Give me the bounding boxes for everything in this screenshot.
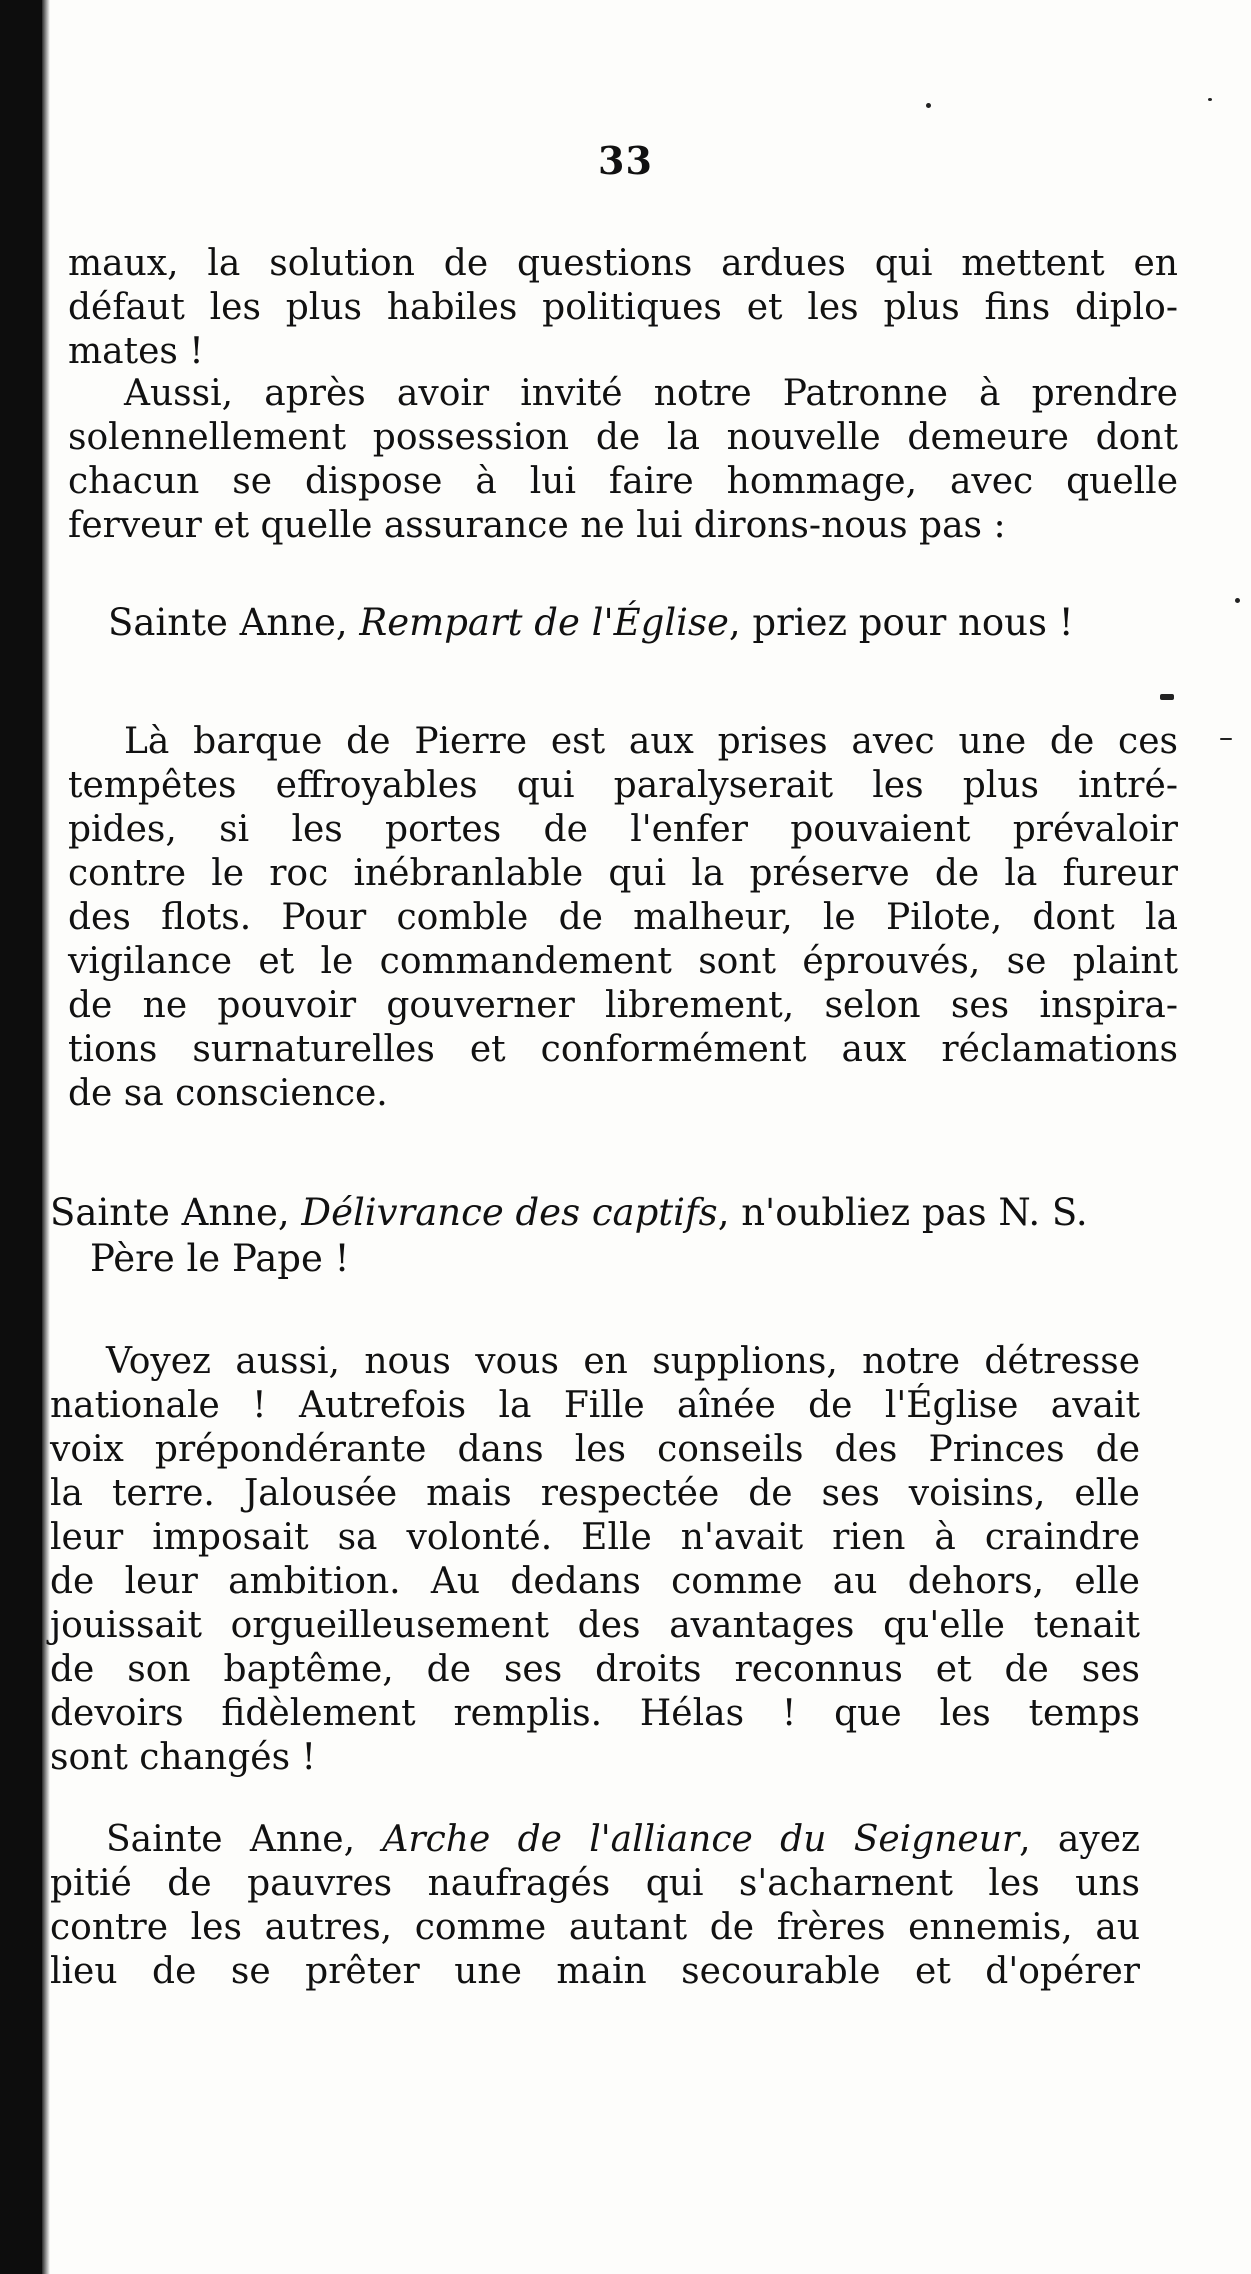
text-line: des flots. Pour comble de malheur, le Pilote, dont la xyxy=(68,897,1178,938)
text-line: contre le roc inébranlable qui la préserve de la fureur xyxy=(68,853,1178,894)
invocation-prefix: Sainte Anne, xyxy=(106,1819,383,1860)
text-line: leur imposait sa volonté. Elle n'avait rien à craindre xyxy=(50,1517,1140,1558)
invocation-first-line xyxy=(50,1818,1140,1862)
page-number: 33 xyxy=(598,138,653,183)
text-line: la terre. Jalousée mais respectée de ses voisins, elle xyxy=(50,1473,1140,1514)
text-line: sont changés ! xyxy=(50,1737,316,1778)
paragraph-4 xyxy=(50,1340,1140,1780)
text-line: ferveur et quelle assurance ne lui dirons-nous pas : xyxy=(68,505,1006,546)
invocation-line-2: Père le Pape ! xyxy=(90,1237,350,1280)
text-line: défaut les plus habiles politiques et les plus fins diplo- xyxy=(68,287,1178,328)
text-line: vigilance et le commandement sont éprouvés, se plaint xyxy=(68,941,1178,982)
text-line: de ne pouvoir gouverner librement, selon ses inspira- xyxy=(68,985,1178,1026)
invocation-title: Rempart de l'Église xyxy=(359,601,729,644)
invocation-1 xyxy=(108,600,1074,646)
text-line: pides, si les portes de l'enfer pouvaient prévaloir xyxy=(68,809,1178,850)
paragraph-2 xyxy=(68,372,1178,548)
invocation-3 xyxy=(50,1818,1140,1994)
paragraph-1 xyxy=(68,242,1178,374)
invocation-2 xyxy=(50,1190,1160,1282)
paragraph-3 xyxy=(68,720,1178,1116)
invocation-prefix: Sainte Anne, xyxy=(50,1191,302,1234)
text-line: Aussi, après avoir invité notre Patronne à prendre xyxy=(124,373,1178,414)
text-line: voix prépondérante dans les conseils des Princes de xyxy=(50,1429,1140,1470)
text-line: nationale ! Autrefois la Fille aînée de l'Église avait xyxy=(50,1385,1140,1426)
text-line: tions surnaturelles et conformément aux réclamations xyxy=(68,1029,1178,1070)
text-line: solennellement possession de la nouvelle demeure dont xyxy=(68,417,1178,458)
invocation-title: Délivrance des captifs xyxy=(301,1191,718,1234)
invocation-suffix: , n'oubliez pas N. S. xyxy=(717,1191,1088,1234)
binding-edge-gradient xyxy=(42,0,50,2274)
text-line: de sa conscience. xyxy=(68,1073,388,1114)
invocation-prefix: Sainte Anne, xyxy=(108,601,360,644)
invocation-suffix: , priez pour nous ! xyxy=(728,601,1074,644)
text-line: Voyez aussi, nous vous en supplions, notre détresse xyxy=(106,1341,1140,1382)
text-line: de leur ambition. Au dedans comme au dehors, elle xyxy=(50,1561,1140,1602)
text-line: tempêtes effroyables qui paralyserait les plus intré- xyxy=(68,765,1178,806)
scan-speck xyxy=(1208,98,1212,101)
text-line: lieu de se prêter une main secourable et d'opérer xyxy=(50,1951,1140,1992)
scan-speck xyxy=(926,103,931,108)
invocation-title: Arche de l'alliance du Seigneur xyxy=(382,1819,1020,1860)
text-line: jouissait orgueilleusement des avantages qu'elle tenait xyxy=(50,1605,1140,1646)
scan-speck xyxy=(1220,738,1232,740)
text-line: pitié de pauvres naufragés qui s'acharnent les uns xyxy=(50,1863,1140,1904)
scan-speck xyxy=(1160,694,1174,700)
text-line: devoirs fidèlement remplis. Hélas ! que les temps xyxy=(50,1693,1140,1734)
scan-speck xyxy=(1235,598,1240,603)
text-line: de son baptême, de ses droits reconnus et de ses xyxy=(50,1649,1140,1690)
text-line: Là barque de Pierre est aux prises avec une de ces xyxy=(124,721,1178,762)
text-line: chacun se dispose à lui faire hommage, avec quelle xyxy=(68,461,1178,502)
invocation-suffix: , ayez xyxy=(1019,1819,1140,1860)
text-line: contre les autres, comme autant de frères ennemis, au xyxy=(50,1907,1140,1948)
text-line: maux, la solution de questions ardues qui mettent en xyxy=(68,243,1178,284)
book-binding-shadow xyxy=(0,0,42,2274)
text-line: mates ! xyxy=(68,331,204,372)
